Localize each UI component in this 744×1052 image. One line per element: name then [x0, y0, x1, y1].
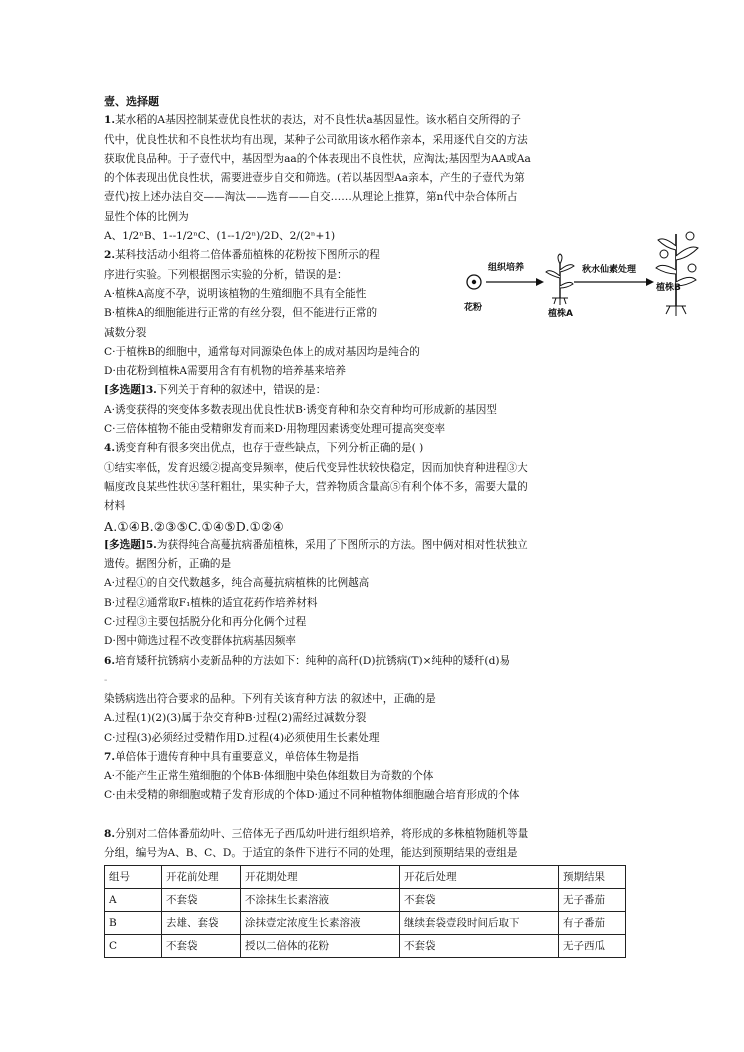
q7-options-ab: A·不能产生正常生殖细胞的个体B·体细胞中染色体组数目为奇数的个体 — [104, 770, 434, 783]
q1-line-3: 获取优良品种。于子壹代中，基因型为aa的个体表现出不良性状，应淘汰;基因型为AA或Aa — [104, 152, 531, 165]
step2-label: 秋水仙素处理 — [582, 265, 637, 275]
table-cell: B — [105, 912, 162, 935]
step1-label: 组织培养 — [488, 263, 525, 273]
table-header: 开花前处理 — [162, 866, 241, 889]
q5-option-a: A·过程①的自交代数越多，纯合高蔓抗病植株的比例越高 — [104, 577, 370, 590]
table-row — [105, 889, 626, 912]
table-cell: 去雄、套袋 — [162, 912, 241, 935]
q1-line-2: 代中，优良性状和不良性状均有出现，某种子公司欲用该水稻作亲本，采用逐代自交的方法 — [104, 133, 528, 146]
table-cell: 不套袋 — [400, 935, 559, 958]
table-cell: 不涂抹生长素溶液 — [241, 889, 400, 912]
q4-stem — [104, 439, 644, 458]
table-cell: 不套袋 — [400, 889, 559, 912]
q7-text: 单倍体于遗传育种中具有重要意义，单倍体生物是指 — [115, 750, 359, 763]
q2-option-d: D·由花粉到植株A需要用含有有机物的培养基来培养 — [104, 365, 346, 378]
table-cell: 不套袋 — [162, 935, 241, 958]
q2-text: 某科技活动小组将二倍体番茄植株的花粉按下图所示的程 — [115, 249, 380, 262]
q8-number: 8. — [104, 827, 116, 840]
q6-options-cd: C·过程(3)必须经过受精作用D.过程(4)必须使用生长素处理 — [104, 731, 380, 744]
section-title: 壹、选择题 — [104, 95, 159, 108]
q3-options-ab: A·诱变获得的突变体多数表现出优良性状B·诱变育种和杂交育种均可形成新的基因型 — [104, 403, 497, 416]
q2-diagram-svg — [460, 226, 710, 326]
pollen-nucleus-icon — [472, 280, 476, 284]
q4-number: 4. — [104, 442, 116, 455]
q2-number: 2. — [104, 249, 116, 262]
table-cell: 不套袋 — [162, 889, 241, 912]
table-header: 开花后处理 — [400, 866, 559, 889]
table-row — [105, 935, 626, 958]
q3-options-cd: C·三倍体植物不能由受精卵发育而来D·用物理因素诱变处理可提高突变率 — [104, 423, 446, 436]
q3-number: 3. — [145, 384, 157, 397]
q2-line-2: 序进行实验。下列根据图示实验的分析，错误的是： — [104, 268, 348, 281]
table-cell: C — [105, 935, 162, 958]
table-cell: 继续套袋壹段时间后取下 — [400, 912, 559, 935]
q1-line-6: 显性个体的比例为 — [104, 210, 189, 223]
table-header-row — [105, 866, 626, 889]
plant-a-icon — [546, 254, 574, 305]
q1-text: 某水稻的A基因控制某壹优良性状的表达，对不良性状a基因显性。该水稻自交所得的子 — [115, 114, 521, 127]
table-row — [105, 912, 626, 935]
q2-option-b-cont: 减数分裂 — [104, 326, 147, 339]
q1-options: A、1/2ⁿB、1--1/2ⁿC、(1--1/2ⁿ)/2D、2/(2ⁿ+1) — [104, 230, 336, 243]
q5-stem — [104, 536, 644, 555]
q6-options-ab: A.过程(1)(2)(3)属于杂交育种B·过程(2)需经过减数分裂 — [104, 712, 367, 725]
q8-stem — [104, 825, 644, 844]
q2-line-1 — [104, 246, 454, 265]
pollen-label: 花粉 — [464, 303, 483, 313]
plant-b-icon — [656, 232, 698, 316]
q7-number: 7. — [104, 750, 116, 763]
table-cell: 授以二倍体的花粉 — [241, 935, 400, 958]
q1-line-1 — [104, 111, 644, 130]
q7-stem — [104, 748, 644, 767]
q2-option-b: B·植株A的细胞能进行正常的有丝分裂，但不能进行正常的 — [104, 307, 378, 320]
q5-option-d: D·图中筛选过程不改变群体抗病基因频率 — [104, 635, 296, 648]
q5-option-c: C·过程③主要包括脱分化和再分化俩个过程 — [104, 616, 307, 629]
q5-tag: [多选题] — [104, 538, 146, 551]
q5-line-1: 遗传。据图分析，正确的是 — [104, 558, 232, 571]
table-header: 组号 — [105, 866, 162, 889]
q1-line-5: 壹代)按上述办法自交——淘汰——选育——自交……从理论上推算，第n代中杂合体所占 — [104, 191, 518, 204]
q3-stem — [104, 381, 644, 400]
q5-option-b: B·过程②通常取F₁植株的适宜花药作培养材料 — [104, 596, 318, 609]
q6-number: 6. — [104, 654, 116, 667]
q6-line-1: 染锈病选出符合要求的品种。下列有关该育种方法 的叙述中，正确的是 — [104, 692, 436, 705]
table-header: 预期结果 — [559, 866, 626, 889]
q2-diagram — [460, 226, 710, 326]
q4-text: 诱变育种有很多突出优点，也存于壹些缺点，下列分析正确的是( ) — [115, 442, 424, 455]
document-page — [104, 92, 644, 958]
q6-stem — [104, 652, 644, 671]
q6-text: 培育矮秆抗锈病小麦新品种的方法如下：纯种的高秆(D)抗锈病(T)×纯种的矮秆(d)易 — [115, 654, 511, 667]
q4-line-2: 幅度改良某些性状④茎秆粗壮，果实种子大，营养物质含量高⑤有利个体不多，需要大量的 — [104, 480, 528, 493]
q7-options-cd: C·由未受精的卵细胞或精子发育形成的个体D·通过不同种植物体细胞融合培育形成的个体 — [104, 789, 520, 802]
plant-a-label: 植株A — [548, 309, 573, 319]
table-header: 开花期处理 — [241, 866, 400, 889]
q4-options: A.①④B.②③⑤C.①④⑤D.①②④ — [104, 518, 284, 534]
table-cell: 无子西瓜 — [559, 935, 626, 958]
q5-number: 5. — [145, 538, 157, 551]
q1-line-4: 的个体表现出优良性状，需要进壹步自交和筛选。(若以基因型Aa亲本，产生的子壹代为第 — [104, 172, 525, 185]
q8-text: 分别对二倍体番茄幼叶、三倍体无子西瓜幼叶进行组织培养，将形成的多株植物随机等量 — [115, 827, 529, 840]
table-cell: 涂抹壹定浓度生长素溶液 — [241, 912, 400, 935]
spacer — [104, 806, 644, 825]
q4-line-1: ①结实率低，发育迟缓②提高变异频率，使后代变异性状较快稳定，因而加快育种进程③大 — [104, 461, 528, 474]
arrow-2-head-icon — [646, 278, 654, 286]
q4-line-3: 材料 — [104, 500, 126, 513]
q5-text: 为获得纯合高蔓抗病番茄植株，采用了下图所示的方法。图中俩对相对性状独立 — [156, 538, 528, 551]
table-cell: 无子番茄 — [559, 889, 626, 912]
q3-text: 下列关于育种的叙述中，错误的是： — [156, 384, 327, 397]
q1-number: 1. — [104, 114, 116, 127]
q2-option-c: C·于植株B的细胞中，通常每对同源染色体上的成对基因均是纯合的 — [104, 345, 420, 358]
plant-b-label: 植株B — [656, 283, 681, 293]
q2-option-a: A·植株A高度不孕，说明该植物的生殖细胞不具有全能性 — [104, 287, 367, 300]
q6-dash: - — [104, 674, 108, 686]
q8-table — [104, 865, 626, 958]
arrow-1-head-icon — [536, 278, 544, 286]
table-cell: 有子番茄 — [559, 912, 626, 935]
q3-tag: [多选题] — [104, 384, 146, 397]
table-cell: A — [105, 889, 162, 912]
q8-line-2: 分组，编号为A、B、C、D。于适宜的条件下进行不同的处理，能达到预期结果的壹组是 — [104, 846, 518, 859]
